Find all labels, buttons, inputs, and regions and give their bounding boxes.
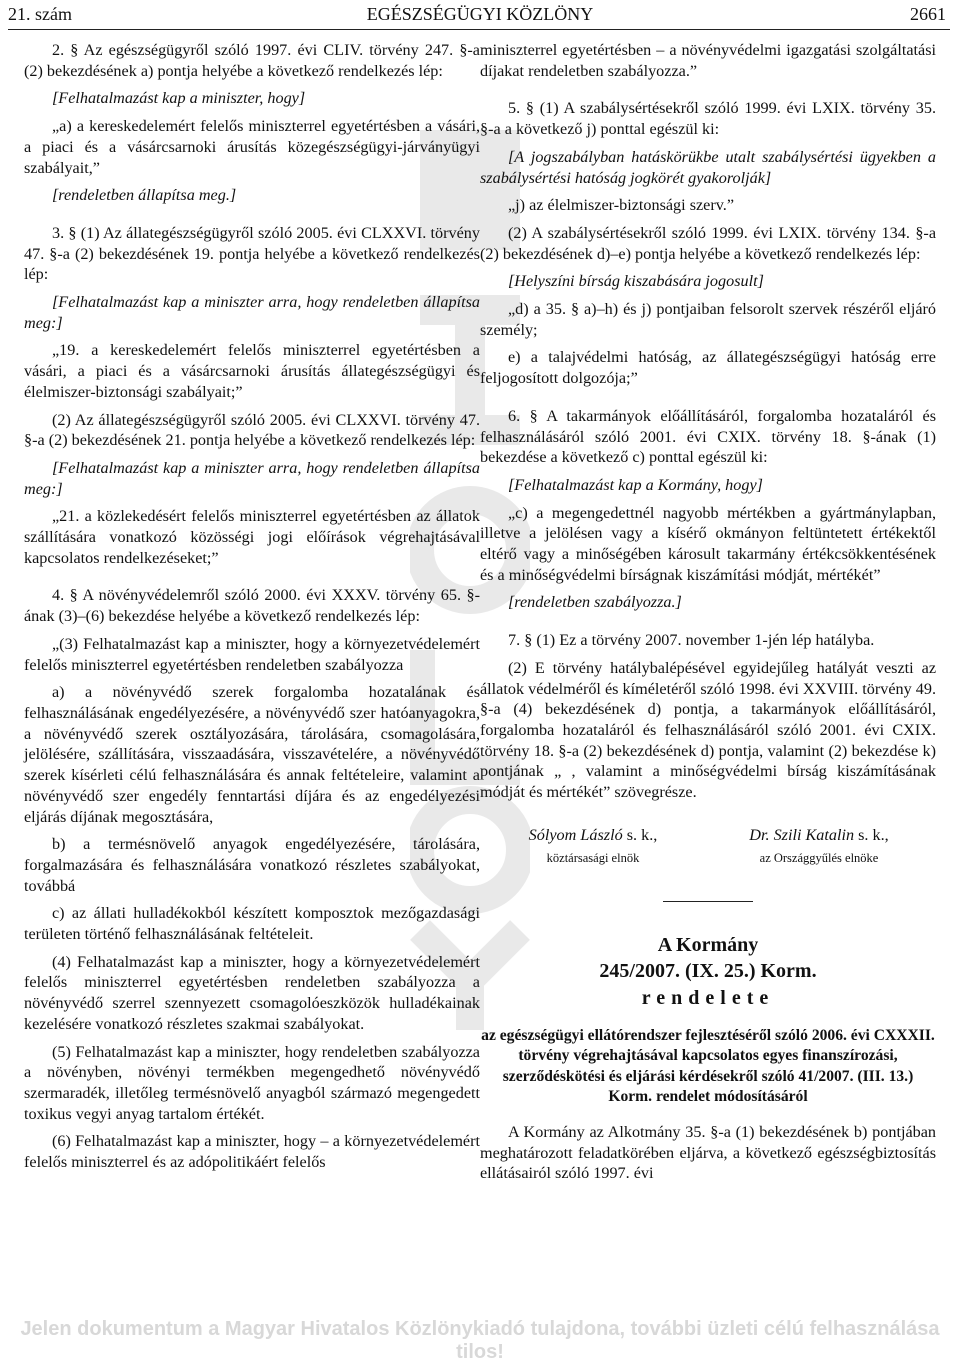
paragraph: [Felhatalmazást kap a miniszter arra, hogy rendeletben állapítsa meg:] [24, 458, 480, 498]
paragraph: 5. § (1) A szabálysértésekről szóló 1999. évi LXIX. törvény 35. §-a a következő j) ponttal egészül ki: [480, 99, 936, 139]
paragraph: (4) Felhatalmazást kap a miniszter, hogy a környezetvédelemért felelős miniszterrel egyetértésben rendeletben szabályozza a növényvédő szerrel szennyezett csomagolóeszközök hulladékainak kezelésére vonatkozó részletes szakmai szabályokat. [24, 952, 480, 1033]
paragraph: [Helyszíni bírság kiszabására jogosult] [508, 272, 764, 291]
paragraph: [rendeletben állapítsa meg.] [52, 186, 237, 205]
paragraph: „j) az élelmiszer-biztonsági szerv.” [508, 196, 735, 215]
decree-number: 245/2007. (IX. 25.) Korm. [599, 959, 817, 982]
signatures [480, 825, 936, 877]
paragraph: b) a termésnövelő anyagok engedélyezésére, tárolására, forgalmazására és felhasználására vonatkozó részletes szabályokat, továbbá [24, 835, 480, 895]
page-number: 2661 [910, 4, 946, 24]
paragraph: [Felhatalmazást kap a miniszter, hogy] [52, 89, 306, 108]
signer-title: az Országgyűlés elnöke [759, 850, 879, 865]
decree-subject: az egészségügyi ellátórendszer fejlesztéséről szóló 2006. évi CXXXII. törvény végrehajtásával kapcsolatos egyes finanszírozási, szerződéskötési és eljárási kérdésekről szóló 41/2007. (III. 13.) Korm. rendelet módosításáról [481, 1026, 935, 1106]
signature-president: Sólyom László s. k., köztársasági elnök [488, 825, 698, 868]
paragraph: (6) Felhatalmazást kap a miniszter, hogy – a környezetvédelemért felelős miniszterrel és az adópolitikáért felelős [24, 1132, 480, 1172]
page-header [0, 0, 960, 32]
paragraph: [A jogszabályban hatáskörükbe utalt szabálysértési ügyekben a szabálysértési hatóság jogkörét gyakorolják] [480, 147, 936, 187]
paragraph: c) az állati hulladékokból készített komposztok mezőgazdasági területen történő felhasználásának feltételeit. [24, 904, 480, 944]
signer-title: köztársasági elnök [546, 850, 640, 865]
paragraph: (2) A szabálysértésekről szóló 1999. évi LXIX. törvény 134. §-a (2) bekezdésének d)–e) pontja helyébe a következő rendelkezés lép: [480, 223, 936, 263]
paragraph: (2) E törvény hatálybalépésével egyidejűleg hatályát veszti az állatok védelméről és kíméletéről szóló 1998. évi XXVIII. törvény 49. §-a (4) bekezdésének d) pontja, a takarmányok előállításáról, forgalomba hozataláról és felhasználásáról szóló 2001. évi CXIX. törvény 18. §-a (2) bekezdésének d) pontja, valamint (2) bekezdése k) pontjának „ , valamint a minőségvédelmi bírság kiszámításának módját és mértékét” szövegrésze. [480, 658, 936, 802]
paragraph: 2. § Az egészségügyről szóló 1997. évi CLIV. törvény 247. §-a (2) bekezdésének a) pontja helyébe a következő rendelkezés lép: [24, 41, 480, 80]
section-divider [663, 901, 753, 902]
decree-type: rendelete [641, 986, 775, 1009]
paragraph: a) a növényvédő szerek forgalomba hozatalának és felhasználásának engedélyezésére, a növényvédő szer hatóanyagokra, a növényvédő szerek osztályozására, tárolására, csomagolására, jelölésére, szállítására, visszaadására, visszavételére, a növényvédő szerek kísérleti célú felhasználására és annak feltételeire, valamint a növényvédő szer engedély fenntartási díjára és az engedélyezési eljárás díjának megosztására, [24, 683, 480, 826]
journal-title: EGÉSZSÉGÜGYI KÖZLÖNY [366, 4, 594, 24]
paragraph: [rendeletben szabályozza.] [508, 593, 682, 612]
paragraph: miniszterrel egyetértésben – a növényvédelmi igazgatási szolgáltatási díjakat rendeletben szabályozza.” [480, 41, 936, 80]
issue-number: 21. szám [8, 4, 72, 24]
paragraph: „21. a közlekedésért felelős miniszterrel egyetértésben az állatok szállítására vonatkozó közösségi jogi előírások végrehajtásával kapcsolatos rendelkezéseket;” [24, 507, 480, 567]
paragraph: „19. a kereskedelemért felelős miniszterrel egyetértésben a vásári, a piaci és a vásárcsarnoki árusítás állategészségügyi és élelmiszer-biztonsági szabályait;” [24, 341, 480, 401]
paragraph: A Kormány az Alkotmány 35. §-a (1) bekezdésének b) pontjában meghatározott feladatkörében eljárva, a következő egészségbiztosítás ellátásairól szóló 1997. évi [480, 1122, 936, 1183]
signer-name: Dr. Szili Katalin [749, 825, 855, 844]
paragraph: 3. § (1) Az állategészségügyről szóló 2005. évi CLXXVI. törvény 47. §-a (2) bekezdésének 19. pontja helyébe a következő rendelkezés lép: [24, 223, 480, 284]
copyright-footer: Jelen dokumentum a Magyar Hivatalos Közlönykiadó tulajdona, további üzleti célú felhasználása tilos! [20, 1318, 940, 1363]
decree-issuer: A Kormány [657, 933, 759, 956]
signer-name: Sólyom László [528, 825, 623, 844]
paragraph: „d) a 35. § a)–h) és j) pontjaiban felsorolt szervek részéről eljáró személy; [480, 300, 936, 339]
signature-speaker: Dr. Szili Katalin s. k., az Országgyűlés elnöke [714, 825, 924, 868]
paragraph: 7. § (1) Ez a törvény 2007. november 1-jén lép hatályba. [508, 631, 875, 650]
paragraph: „c) a megengedettnél nagyobb mértékben a gyártmánylapban, illetve a jelölésen vagy a kísérő okmányon feltüntetett értékektől eltérő vagy a minőségében károsult takarmány értékcsökkentésének és a minőségvédelmi bírságnak kiszámítási módját, mértékét” [480, 503, 936, 584]
header-rule [8, 29, 950, 30]
paragraph: (2) Az állategészségügyről szóló 2005. évi CLXXVI. törvény 47. §-a (2) bekezdésének 21. pontja helyébe a következő rendelkezés lép: [24, 410, 480, 450]
paragraph: 6. § A takarmányok előállításáról, forgalomba hozataláról és felhasználásáról szóló 2001. évi CXIX. törvény 18. §-ának (1) bekezdése a következő c) ponttal egészül ki: [480, 406, 936, 467]
right-column [480, 40, 936, 1191]
paragraph: „(3) Felhatalmazást kap a miniszter, hogy a környezetvédelemért felelős miniszterrel egyetértésben rendeletben szabályozza [24, 634, 480, 674]
paragraph: 4. § A növényvédelemről szóló 2000. évi XXXV. törvény 65. §-ának (3)–(6) bekezdése helyébe a következő rendelkezés lép: [24, 586, 480, 626]
left-column [24, 40, 480, 1180]
paragraph: [Felhatalmazást kap a Kormány, hogy] [508, 475, 763, 494]
paragraph: e) a talajvédelmi hatóság, az állategészségügyi hatóság erre feljogosított dolgozója;” [480, 348, 936, 388]
paragraph: (5) Felhatalmazást kap a miniszter, hogy rendeletben szabályozza a növényben, növényi termékben megengedhető növényvédő szermaradék, illetőleg termésnövelő anyagból származó megengedett toxikus vegyi anyag tartalom értékét. [24, 1042, 480, 1123]
paragraph: „a) a kereskedelemért felelős miniszterrel egyetértésben a vásári, a piaci és a vásárcsarnoki árusítás közegészségügyi-járványügyi szabályait,” [24, 117, 480, 177]
paragraph: [Felhatalmazást kap a miniszter arra, hogy rendeletben állapítsa meg:] [24, 293, 480, 332]
